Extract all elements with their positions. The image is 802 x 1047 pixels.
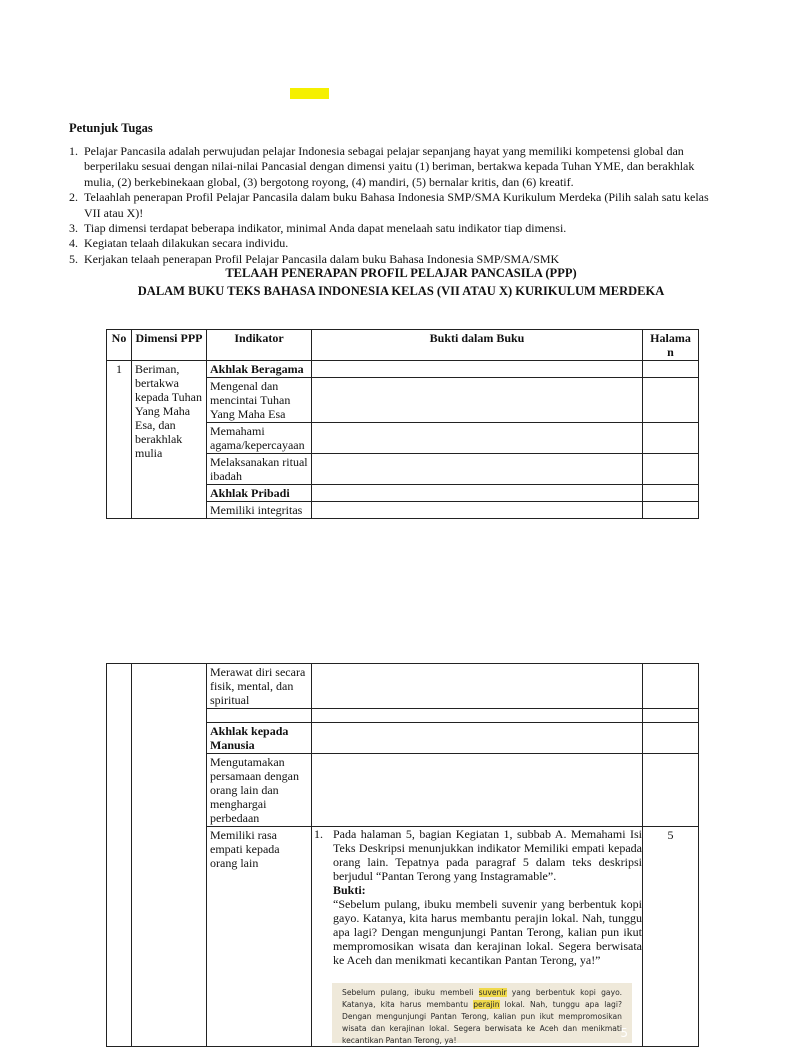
item-number: 4. xyxy=(69,236,78,251)
instructions-heading: Petunjuk Tugas xyxy=(69,121,153,135)
excerpt-highlight: suvenir xyxy=(478,988,507,997)
cell-no xyxy=(107,664,132,1047)
item-text: Pelajar Pancasila adalah perwujudan pelajar Indonesia sebagai pelajar sepanjang hayat yang memiliki kompetensi global dan berperilaku sesuai dengan nilai-nilai Pancasial dengan dimensi yaitu (1) beriman, bertakwa kepada Tuhan YME, dan berakhlak mulia, (2) berkebinekaan global, (3) bergotong royong, (4) mandiri, (5) bernalar kritis, dan (6) kreatif. xyxy=(84,144,695,189)
item-number: 1. xyxy=(69,144,78,158)
instruction-item xyxy=(69,236,709,251)
cell-bukti xyxy=(312,502,643,519)
cell-halaman xyxy=(643,502,699,519)
cell-halaman xyxy=(643,361,699,378)
cell-bukti xyxy=(312,709,643,723)
cell-bukti xyxy=(312,378,643,423)
cell-halaman xyxy=(643,664,699,709)
cell-no: 1 xyxy=(107,361,132,519)
cell-bukti xyxy=(312,361,643,378)
instruction-item xyxy=(69,190,709,221)
ppp-table xyxy=(106,329,699,519)
cell-bukti xyxy=(312,454,643,485)
excerpt-text: yang berbentuk kopi gayo. Katanya, kita harus membantu xyxy=(342,988,622,1009)
item-text: Kerjakan telaah penerapan Profil Pelajar Pancasila dalam buku Bahasa Indonesia SMP/SMA/SMK xyxy=(84,251,560,266)
instruction-item xyxy=(69,252,709,267)
excerpt-text: lokal. Nah, tunggu apa lagi? Dengan mengunjungi Pantan Terong, kalian pun ikut mempromosikan wisata dan kerajinan lokal. Segera berwisata ke Aceh dan menikmati kecantikan Pantan Terong, ya! xyxy=(342,1000,622,1045)
ppp-table-continued xyxy=(106,663,699,1047)
cell-bukti xyxy=(312,423,643,454)
cell-bukti xyxy=(312,827,643,1047)
evidence-number: 1. xyxy=(314,827,323,841)
yellow-highlight-mark xyxy=(290,88,329,99)
cell-dimensi xyxy=(132,664,207,1047)
item-number: 3. xyxy=(69,221,78,236)
cell-indikator: Mengutamakan persamaan dengan orang lain dan menghargai perbedaan xyxy=(207,754,312,827)
cell-bukti xyxy=(312,485,643,502)
item-number: 2. xyxy=(69,190,78,205)
instructions-list xyxy=(69,144,709,267)
document-title: TELAAH PENERAPAN PROFIL PELAJAR PANCASILA (PPP) xyxy=(225,266,577,280)
book-excerpt-image xyxy=(332,983,632,1043)
cell-indikator: Melaksanakan ritual ibadah xyxy=(207,454,312,485)
cell-indikator: Mengenal dan mencintai Tuhan Yang Maha Esa xyxy=(207,378,312,423)
document-subtitle: DALAM BUKU TEKS BAHASA INDONESIA KELAS (VII ATAU X) KURIKULUM MERDEKA xyxy=(137,284,665,298)
cell-halaman: 5 xyxy=(643,827,699,1047)
evidence-quote: “Sebelum pulang, ibuku membeli suvenir yang berbentuk kopi gayo. Katanya, kita harus membantu perajin lokal. Nah, tunggu apa lagi? Dengan mengunjungi Pantan Terong, kalian pun ikut mempromosikan wisata dan kerajinan lokal. Segera berwisata ke Aceh dan menikmati kecantikan Pantan Terong, ya!” xyxy=(333,897,642,967)
item-number: 5. xyxy=(69,251,78,266)
cell-subdimension: Akhlak Beragama xyxy=(207,361,312,378)
header-halaman: Halama n xyxy=(643,330,699,361)
cell-subdimension: Akhlak Pribadi xyxy=(207,485,312,502)
cell-halaman xyxy=(643,485,699,502)
header-indikator: Indikator xyxy=(207,330,312,361)
header-bukti: Bukti dalam Buku xyxy=(312,330,643,361)
cell-indikator: Memiliki integritas xyxy=(207,502,312,519)
excerpt-highlight: perajin xyxy=(473,1000,500,1009)
header-dimensi: Dimensi PPP xyxy=(132,330,207,361)
header-no: No xyxy=(107,330,132,361)
item-text: Tiap dimensi terdapat beberapa indikator, minimal Anda dapat menelaah satu indikator tiap dimensi. xyxy=(84,221,567,236)
table-row xyxy=(107,361,699,378)
evidence-label: Bukti: xyxy=(333,883,366,897)
item-text: Telaahlah penerapan Profil Pelajar Pancasila dalam buku Bahasa Indonesia SMP/SMA Kurikulum Merdeka (Pilih salah satu kelas VII atau X)! xyxy=(84,190,709,220)
cell-dimensi: Beriman, bertakwa kepada Tuhan Yang Maha Esa, dan berakhlak mulia xyxy=(132,361,207,519)
excerpt-page-mark: 5 xyxy=(620,1026,628,1040)
cell-indikator: Memiliki rasa empati kepada orang lain xyxy=(207,827,312,1047)
cell-bukti xyxy=(312,754,643,827)
item-text: Kegiatan telaah dilakukan secara individu. xyxy=(84,236,289,251)
cell-halaman xyxy=(643,723,699,754)
cell-subdimension: Akhlak kepada Manusia xyxy=(207,723,312,754)
evidence-item xyxy=(312,827,642,967)
excerpt-text: Sebelum pulang, ibuku membeli xyxy=(342,988,479,997)
table-row xyxy=(107,664,699,709)
cell-halaman xyxy=(643,423,699,454)
cell-bukti xyxy=(312,664,643,709)
table-header-row xyxy=(107,330,699,361)
cell-halaman xyxy=(643,454,699,485)
evidence-description: Pada halaman 5, bagian Kegiatan 1, subbab A. Memahami Isi Teks Deskripsi menunjukkan indikator Memiliki empati kepada orang lain. Tepatnya pada paragraf 5 dalam teks deskripsi berjudul “Pantan Terong yang Instagramable”. xyxy=(333,827,642,883)
cell-indikator xyxy=(207,709,312,723)
cell-indikator: Merawat diri secara fisik, mental, dan spiritual xyxy=(207,664,312,709)
cell-halaman xyxy=(643,754,699,827)
instruction-item xyxy=(69,221,709,236)
cell-halaman xyxy=(643,378,699,423)
instruction-item xyxy=(69,144,709,190)
cell-indikator: Memahami agama/kepercayaan xyxy=(207,423,312,454)
cell-halaman xyxy=(643,709,699,723)
cell-bukti xyxy=(312,723,643,754)
